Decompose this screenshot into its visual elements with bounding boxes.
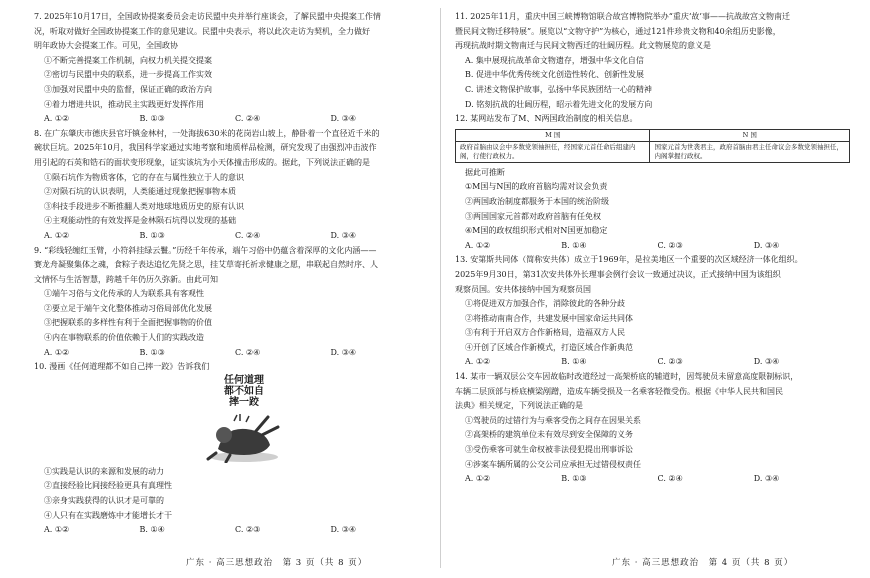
option-item: ③受伤乘客可就生命权被非法侵犯提出刑事诉讼 — [465, 445, 633, 455]
answer-choices — [34, 523, 426, 538]
question-8 — [34, 127, 426, 244]
question-stem-line: 10. 漫画《任何道理都不如自己摔一跤》告诉我们 — [34, 362, 210, 372]
choice-d: D. ③④ — [330, 114, 357, 124]
question-stem-line: 11. 2025年11月，重庆中国三峡博物馆联合故宫博物院举办“重庆‘故’事——抗战故宫文物南迁 — [455, 12, 790, 21]
option-item: ②两国政治制度都服务于本国的统治阶级 — [465, 196, 609, 206]
question-stem-line: 观察员国。安共体接纳中国为观察员国 — [455, 284, 591, 294]
choice-c: C. ②③ — [235, 525, 261, 535]
choice-b: B. ①③ — [139, 347, 165, 357]
cartoon-caption-line: 都不如自 — [224, 385, 264, 397]
question-lead: 据此可推断 — [465, 167, 505, 177]
choice-c: C. ②④ — [235, 347, 261, 357]
option-item: ②将推动南南合作，共建发展中国家命运共同体 — [465, 313, 633, 323]
option-item: ③把握联系的多样性有利于全面把握事物的价值 — [44, 318, 212, 328]
question-14 — [455, 370, 850, 487]
option-item: ④着力增进共识，推动民主实践更好发挥作用 — [44, 99, 204, 109]
answer-choices — [455, 472, 850, 487]
table-cell-m: 政府首脑由议会中多数党领袖担任，经国家元首任命后组建内阁，行使行政权力。 — [456, 141, 650, 162]
info-table — [455, 129, 850, 163]
option-item: ①实践是认识的来源和发展的动力 — [44, 466, 164, 476]
option-item: ①端午习俗与文化传承的人为联系具有客观性 — [44, 289, 204, 299]
page-divider — [440, 8, 441, 568]
table-cell-n: 国家元首为世袭君主，政府首脑由君主任命议会多数党领袖担任，内阁掌握行政权。 — [650, 141, 850, 162]
option-item: ①将促进双方加强合作，消除彼此的各种分歧 — [465, 299, 625, 309]
question-stem-line: 明年政协大会提案工作。可见，全国政协 — [34, 41, 178, 51]
answer-choices — [34, 346, 426, 361]
choice-a: A. ①② — [44, 525, 70, 535]
option-item: ②直接经验比间接经验更具有真理性 — [44, 481, 172, 491]
falling-figure-icon — [204, 409, 284, 463]
question-12 — [455, 112, 850, 253]
choice-a: A. ①② — [465, 240, 491, 250]
question-11 — [455, 10, 850, 112]
choice-c: C. ②④ — [235, 114, 261, 124]
question-stem-line: 法典》相关规定，下列说法正确的是 — [455, 401, 583, 411]
choice-a: A. ①② — [465, 474, 491, 484]
question-stem-line: 再现抗战时期文物南迁与民间文物西迁的壮阔历程。此文物展览的意义是 — [455, 41, 711, 51]
choice-c: C. ②④ — [657, 474, 683, 484]
question-stem-line: 用引起的石英和锆石的面状变形现象，证实该坑为小天体撞击形成的。据此，下列说法正确的是 — [34, 157, 370, 167]
option-item: ③加强对民盟中央的监督，保证正确的政治方向 — [44, 84, 212, 94]
choice-b: B. ①③ — [139, 114, 165, 124]
question-10 — [34, 360, 426, 538]
choice-c: C. ②③ — [657, 357, 683, 367]
option-item: A. 集中展现抗战革命文物遗存，增强中华文化自信 — [465, 55, 644, 65]
option-item: ①陨石坑作为物质客体，它的存在与属性独立于人的意识 — [44, 172, 244, 182]
question-stem-line: 7. 2025年10月17日，全国政协提案委员会走访民盟中央并举行座谈会，了解民盟中央提案工作情 — [34, 12, 381, 21]
answer-choices — [455, 239, 850, 254]
choice-a: A. ①② — [44, 347, 70, 357]
option-item: ④M国的政权组织形式相对N国更加稳定 — [465, 226, 608, 236]
cartoon-caption-line: 摔一跤 — [229, 396, 259, 408]
option-item: ②高架桥的建筑单位未有效尽到安全保障的义务 — [465, 430, 633, 440]
left-page — [34, 10, 426, 538]
choice-b: B. ①③ — [561, 474, 587, 484]
question-stem-line: 8. 在广东肇庆市德庆县官圩镇金林村，一处海拔630米的花岗岩山坡上，静卧着一个直径近千米的 — [34, 128, 380, 138]
choice-a: A. ①② — [44, 114, 70, 124]
option-item: ④涉案车辆所属的公交公司应承担无过错侵权责任 — [465, 459, 641, 469]
choice-d: D. ③④ — [330, 347, 357, 357]
answer-choices — [34, 112, 426, 127]
option-item: ④开创了区域合作新模式，打造区域合作新典范 — [465, 342, 633, 352]
right-page — [455, 10, 850, 487]
choice-a: A. ①② — [465, 357, 491, 367]
option-item: ①驾驶员的过错行为与乘客受伤之间存在因果关系 — [465, 415, 641, 425]
page-footer-left: 广东 · 高三思想政治 第 3 页（共 8 页） — [186, 558, 368, 568]
page-footer-right: 广东 · 高三思想政治 第 4 页（共 8 页） — [612, 558, 794, 568]
option-item: ②要立足于端午文化整体推动习俗局部优化发展 — [44, 303, 212, 313]
option-item: ②密切与民盟中央的联系，进一步提高工作实效 — [44, 70, 212, 80]
option-item: ①不断完善提案工作机制，向权力机关提交提案 — [44, 55, 212, 65]
question-stem-line: 况，听取对做好全国政协提案工作的意见建议。民盟中央表示，将以此次走访为契机，全力做好 — [34, 26, 370, 36]
table-header-n: N 国 — [650, 129, 850, 141]
cartoon-illustration — [194, 375, 294, 465]
choice-d: D. ③④ — [753, 357, 780, 367]
question-13 — [455, 253, 850, 370]
option-item: ③有利于开启双方合作新格局，造福双方人民 — [465, 328, 625, 338]
cartoon-caption-line: 任何道理 — [224, 374, 264, 386]
question-stem-line: 13. 安第斯共同体（简称安共体）成立于1969年，是拉美地区一个重要的次区域经济一体化组织。 — [455, 255, 803, 265]
question-stem-line: 9. “彩线轻缠红玉臂，小符斜挂绿云鬟。”历经千年传承，端午习俗中仍蕴含着深厚的文化内涵—— — [34, 245, 377, 255]
question-stem-line: 14. 某市一辆双层公交车因故临时改道经过一高架桥底的辅道时，因驾驶员未留意高度限制标识， — [455, 372, 799, 382]
choice-b: B. ①④ — [561, 240, 587, 250]
choice-c: C. ②③ — [657, 240, 683, 250]
choice-c: C. ②④ — [235, 230, 261, 240]
option-item: ④内在事物联系的价值依赖于人们的实践改造 — [44, 333, 204, 343]
option-item: ③两国国家元首都对政府首脑有任免权 — [465, 211, 601, 221]
choice-b: B. ①④ — [139, 525, 165, 535]
question-stem-line: 碗状巨坑。2025年10月，我国科学家通过实地考察和地质样品检测，研究发现了由强烈冲击波作 — [34, 143, 377, 153]
option-item: D. 铭刻抗战的壮阔历程，昭示着先进文化的发展方向 — [465, 99, 653, 109]
choice-d: D. ③④ — [753, 240, 780, 250]
question-stem-line: 车辆二层顶部与桥底横梁剐蹭，造成车辆受损及一名乘客轻微受伤。根据《中华人民共和国民 — [455, 386, 783, 396]
option-item: ④人只有在实践磨炼中才能增长才干 — [44, 510, 172, 520]
table-header-m: M 国 — [456, 129, 650, 141]
question-stem-line: 2025年9月30日，第31次安共体外长理事会例行会议一致通过决议，正式接纳中国为该组织 — [455, 269, 781, 279]
question-stem-line: 12. 某网站发布了M、N两国政治制度的相关信息。 — [455, 114, 638, 124]
choice-b: B. ①③ — [139, 230, 165, 240]
cartoon-caption — [194, 375, 294, 408]
answer-choices — [34, 229, 426, 244]
option-item: ②对陨石坑的认识表明，人类能通过现象把握事物本质 — [44, 187, 236, 197]
answer-choices — [455, 355, 850, 370]
option-item: ①M国与N国的政府首脑均需对议会负责 — [465, 182, 608, 192]
option-item: C. 讲述文物保护故事，弘扬中华民族团结一心的精神 — [465, 84, 652, 94]
option-item: ③亲身实践获得的认识才是可靠的 — [44, 496, 164, 506]
option-item: B. 促进中华优秀传统文化创造性转化、创新性发展 — [465, 70, 644, 80]
option-item: ③科技手段进步不断推翻人类对地球地质历史的原有认识 — [44, 201, 244, 211]
question-stem-line: 暨民间文物迁移特展”。展览以“文物守护”为核心，通过121件珍贵文物和40余组历史影像， — [455, 26, 781, 36]
question-stem-line: 赛龙舟凝聚集体之魂，食粽子表达追忆先贤之思，挂艾草寄托祈求健康之愿，串联起自然时序、人 — [34, 260, 378, 270]
choice-b: B. ①④ — [561, 357, 587, 367]
choice-d: D. ③④ — [330, 525, 357, 535]
question-9 — [34, 244, 426, 361]
option-item: ④主观能动性的有效发挥是金林陨石坑得以发现的基础 — [44, 216, 236, 226]
question-stem-line: 文情怀与生活智慧，跨越千年仍历久弥新。由此可知 — [34, 274, 218, 284]
choice-d: D. ③④ — [753, 474, 780, 484]
choice-a: A. ①② — [44, 230, 70, 240]
choice-d: D. ③④ — [330, 230, 357, 240]
question-7 — [34, 10, 426, 127]
